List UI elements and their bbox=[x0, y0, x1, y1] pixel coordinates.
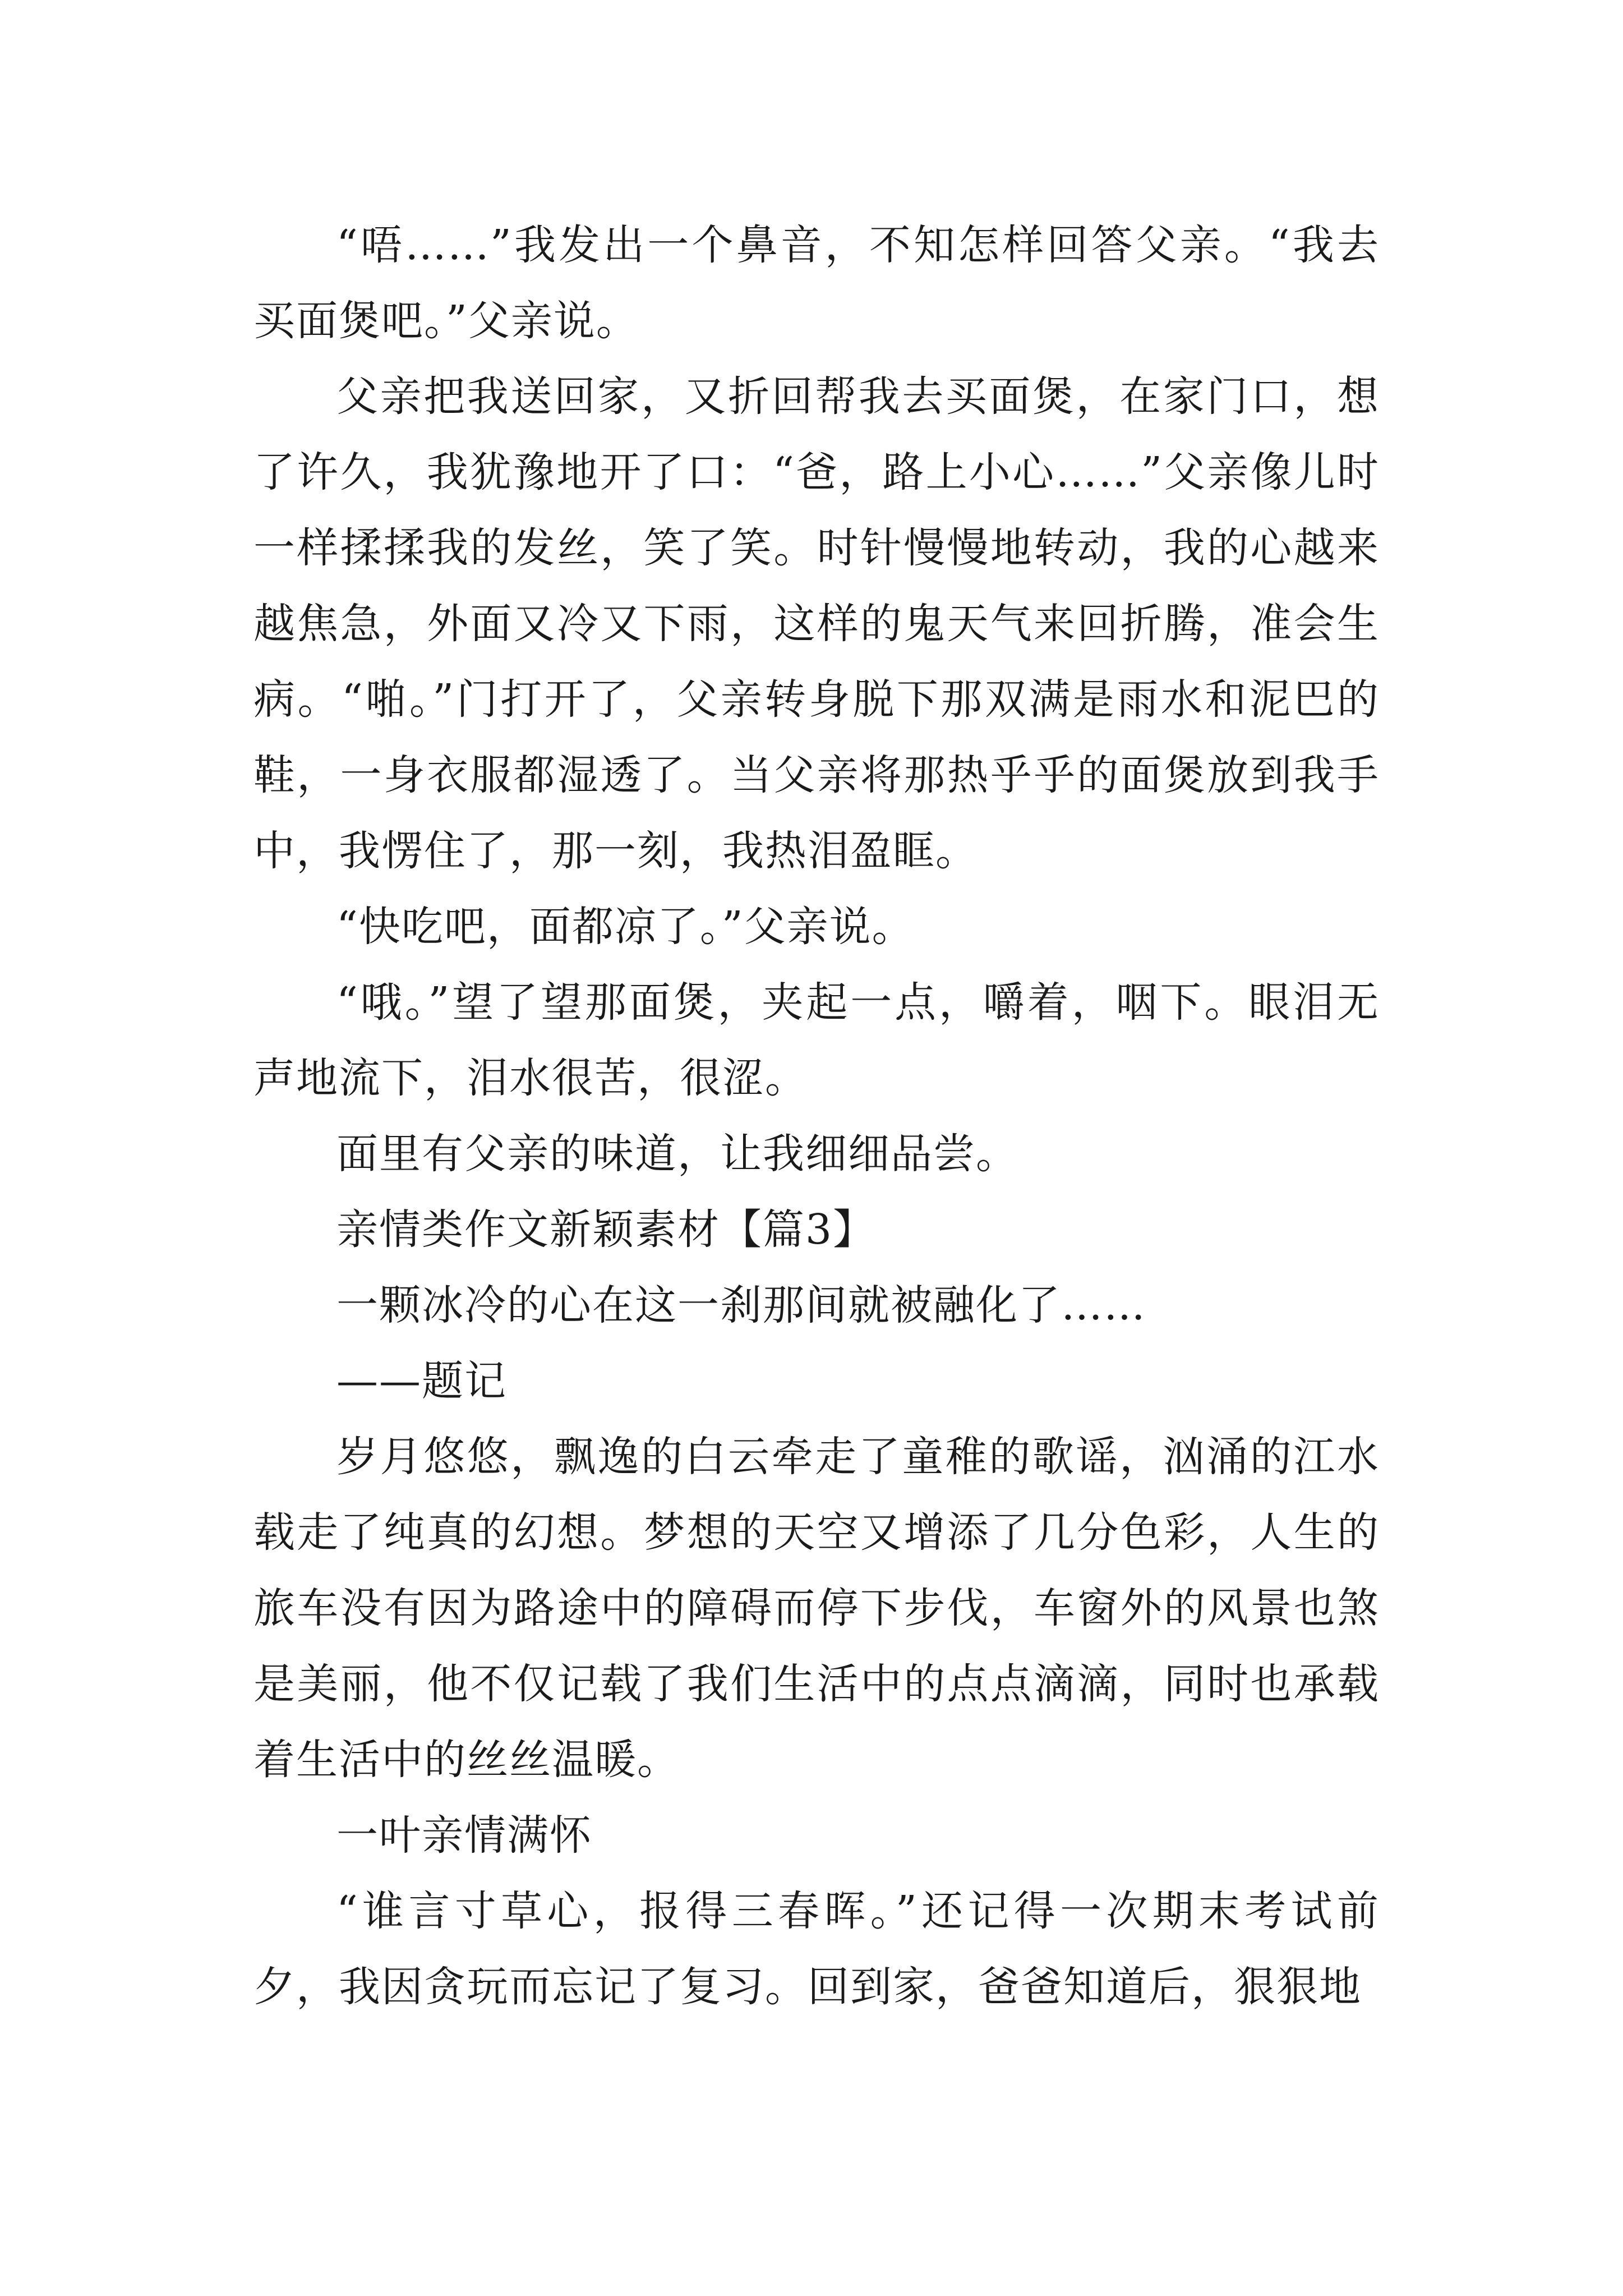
paragraph-3: “快吃吧，面都凉了。”父亲说。 bbox=[336, 903, 915, 951]
paragraph-7: “谁言寸草心，报得三春晖。”还记得一次期末考试前夕，我因贪玩而忘记了复习。回到家，爸爸知道后，狠狠地 bbox=[253, 1887, 1380, 2011]
section-heading: 亲情类作文新颖素材【篇3】 bbox=[336, 1205, 876, 1254]
subheading: 一叶亲情满怀 bbox=[336, 1811, 592, 1860]
paragraph-4: “哦。”望了望那面煲，夹起一点，嚼着，咽下。眼泪无声地流下，泪水很苦，很涩。 bbox=[253, 978, 1380, 1102]
paragraph-5: 面里有父亲的味道，让我细细品尝。 bbox=[336, 1130, 1018, 1178]
paragraph-1: “唔……”我发出一个鼻音，不知怎样回答父亲。“我去买面煲吧。”父亲说。 bbox=[253, 221, 1380, 345]
epigraph: 一颗冰冷的心在这一刹那间就被融化了…… bbox=[336, 1281, 1146, 1329]
epigraph-attribution: ——题记 bbox=[336, 1357, 507, 1405]
paragraph-2: 父亲把我送回家，又折回帮我去买面煲，在家门口，想了许久，我犹豫地开了口：“爸，路上小心……”父亲像儿时一样揉揉我的发丝，笑了笑。时针慢慢地转动，我的心越来越焦急，外面又冷又下雨，这样的鬼天气来回折腾，准会生病。“啪。”门打开了，父亲转身脱下那双满是雨水和泥巴的鞋，一身衣服都湿透了。当父亲将那热乎乎的面煲放到我手中，我愣住了，那一刻，我热泪盈眶。 bbox=[253, 372, 1380, 875]
paragraph-6: 岁月悠悠，飘逸的白云牵走了童稚的歌谣，汹涌的江水载走了纯真的幻想。梦想的天空又增添了几分色彩，人生的旅车没有因为路途中的障碍而停下步伐，车窗外的风景也煞是美丽，他不仅记载了我们生活中的点点滴滴，同时也承载着生活中的丝丝温暖。 bbox=[253, 1433, 1380, 1784]
document-body bbox=[253, 208, 1380, 2025]
